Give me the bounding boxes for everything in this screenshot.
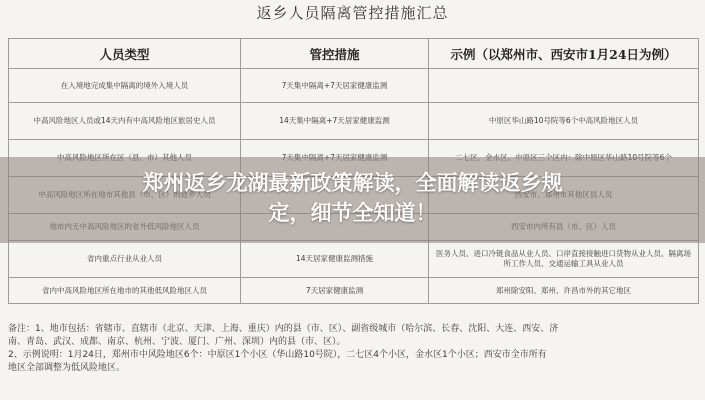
row-person-type: 省内中高风险地区所在地市的其他低风险地区人员 (9, 278, 241, 304)
table-row (9, 241, 699, 278)
header-person-type: 人员类型 (9, 39, 241, 69)
table-header-row (9, 39, 699, 69)
row-measure: 14天居家健康监测措施 (241, 241, 429, 278)
row-measure: 14天集中隔离+7天居家健康监测 (241, 103, 429, 140)
note-line: 2、示例说明：1月24日，郑州市中风险地区6个：中原区1个小区（华山路10号院），二七区4个小区，金水区1个小区；西安市全市所有 (8, 350, 547, 360)
article-headline (40, 168, 665, 228)
note-line: 南、青岛、武汉、成都、南京、杭州、宁波、厦门、广州、深圳）内的县（市、区）。 (8, 337, 346, 347)
row-example: 医务人员、进口冷链食品从业人员、口岸直接接触进口货物从业人员、隔离场所工作人员、交通运输工具从业人员 (429, 241, 699, 278)
row-measure: 7天集中隔离+7天居家健康监测 (241, 69, 429, 103)
table-row (9, 69, 699, 103)
note-line: 地区全部调整为低风险地区。 (8, 363, 126, 373)
row-example (429, 69, 699, 103)
header-control-measures: 管控措施 (241, 39, 429, 69)
headline-line-2: 定，细节全知道！ (268, 201, 437, 225)
row-example: 郑州除安阳、郑州、许昌市外的其它地区 (429, 278, 699, 304)
header-examples: 示例（以郑州市、西安市1月24日为例） (429, 39, 699, 69)
row-person-type: 省内重点行业从业人员 (9, 241, 241, 278)
table-row (9, 103, 699, 140)
row-person-type: 中高风险地区人员或14天内有中高风险地区旅居史人员 (9, 103, 241, 140)
note-line: 备注：1、地市包括：省辖市、直辖市（北京、天津、上海、重庆）内的县（市、区）、副省级城市（哈尔滨、长春、沈阳、大连、西安、济 (8, 324, 559, 334)
table-row (9, 278, 699, 304)
row-example: 中原区华山路10号院等6个中高风险地区人员 (429, 103, 699, 140)
row-person-type: 在入境地完成集中隔离的境外入境人员 (9, 69, 241, 103)
document-title: 返乡人员隔离管控措施汇总 (256, 4, 449, 22)
row-measure: 7天居家健康监测 (241, 278, 429, 304)
headline-line-1: 郑州返乡龙湖最新政策解读，全面解读返乡规 (142, 171, 563, 195)
table-notes (8, 323, 698, 375)
